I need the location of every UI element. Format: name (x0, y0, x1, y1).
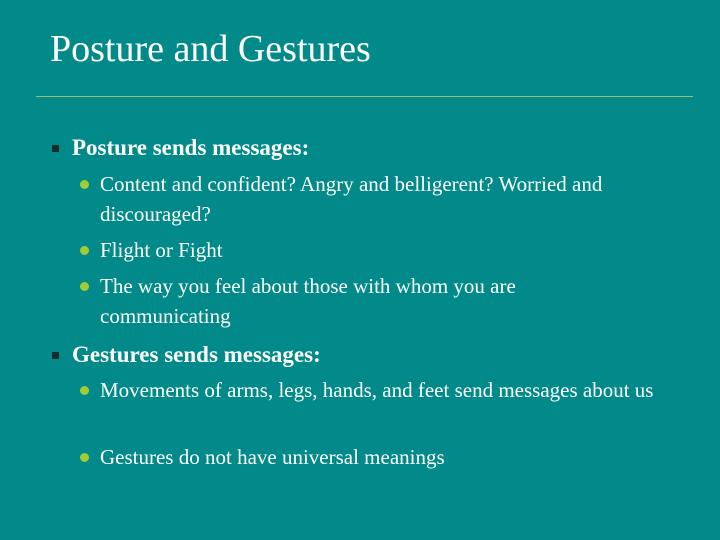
round-bullet-icon (80, 386, 89, 395)
round-bullet-icon (80, 246, 89, 255)
list-item: Content and confident? Angry and belligerent? Worried and discouraged? (100, 172, 603, 226)
square-bullet-icon (52, 145, 59, 152)
round-bullet-icon (80, 282, 89, 291)
section-heading: Gestures sends messages: (72, 342, 321, 367)
list-item: Gestures do not have universal meanings (100, 445, 445, 469)
list-item: Flight or Fight (100, 238, 223, 262)
slide-title: Posture and Gestures (50, 28, 371, 70)
title-divider (36, 96, 693, 97)
list-item: Movements of arms, legs, hands, and feet send messages about us (100, 378, 654, 402)
square-bullet-icon (52, 352, 59, 359)
list-item: The way you feel about those with whom you are communicating (100, 274, 516, 328)
round-bullet-icon (80, 453, 89, 462)
section-heading: Posture sends messages: (72, 135, 310, 160)
round-bullet-icon (80, 180, 89, 189)
